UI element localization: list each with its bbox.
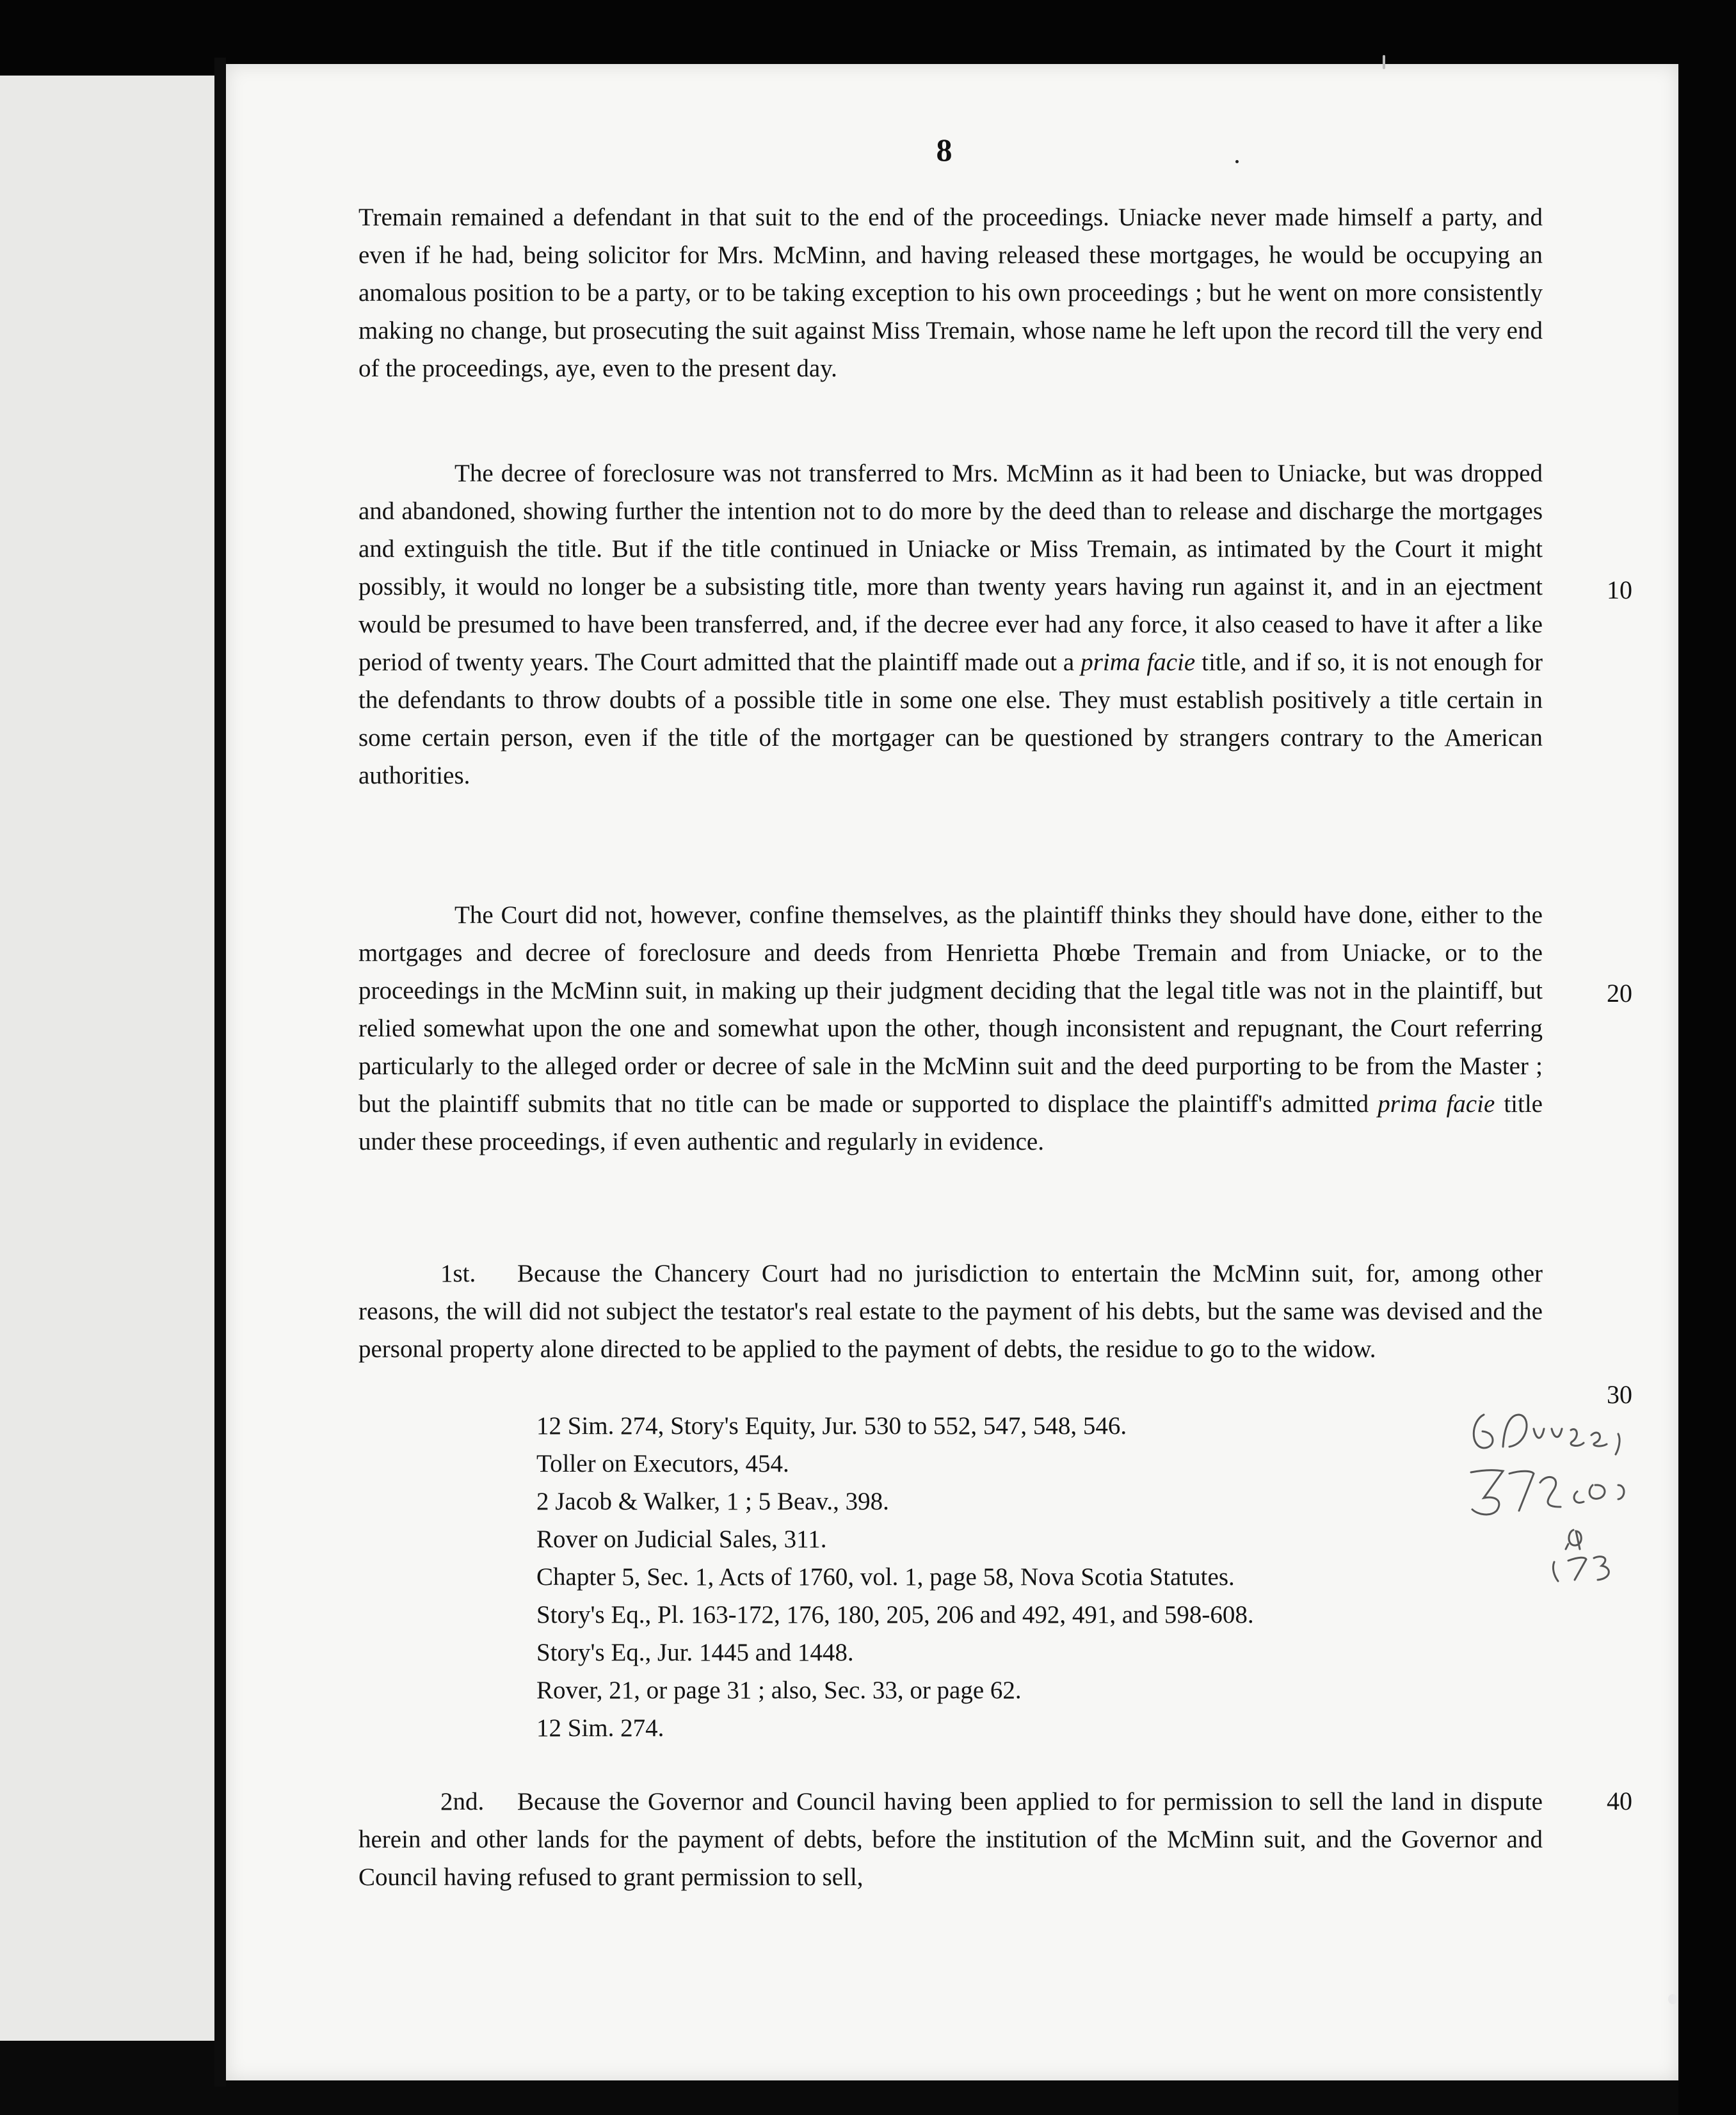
citation-item: Rover, 21, or page 31 ; also, Sec. 33, or page 62. — [536, 1677, 1022, 1704]
scan-speck — [1235, 160, 1239, 163]
margin-line-number: 30 — [1607, 1380, 1632, 1409]
enum-label: 2nd. — [440, 1788, 485, 1815]
citation-item: Toller on Executors, 454. — [536, 1450, 789, 1477]
citation-item: Chapter 5, Sec. 1, Acts of 1760, vol. 1, page 58, Nova Scotia Statutes. — [536, 1563, 1235, 1591]
paragraph-court — [358, 896, 1543, 1161]
margin-line-number: 40 — [1607, 1787, 1632, 1815]
citation-list — [536, 1407, 1254, 1747]
citation-item: 12 Sim. 274, Story's Equity, Jur. 530 to 552, 547, 548, 546. — [536, 1412, 1127, 1440]
paragraph-decree — [358, 454, 1543, 794]
paragraph-text: Tremain remained a defendant in that suit to the end of the proceedings. Uniacke never made himself a party, and even if he had, being solicitor for Mrs. McMinn, and having released these mortgages, he would be occupying an anomalous position to be a party, or to be taking exception to his own proceedings ; but he went on more consistently making no change, but prosecuting the suit against Miss Tremain, whose name he left upon the record till the very end of the proceedings, aye, even to the present day. — [358, 204, 1543, 382]
paragraph-text: The decree of foreclosure was not transferred to Mrs. McMinn as it had been to Uniacke, but was dropped and abandoned, showing further the intention not to do more by the deed than to release and discharge the mortgages and extinguish the title. But if the title continued in Uniacke or Miss Tremain, as intimated by the Court it might possibly, it would no longer be a subsisting title, more than twenty years having run against it, and in an ejectment would be presumed to have been transferred, and, if the decree ever had any force, it also ceased to have it after a like period of twenty years. The Court admitted that the plaintiff made out a — [358, 460, 1543, 676]
italic-phrase: prima facie — [1378, 1090, 1495, 1118]
margin-line-number: 10 — [1607, 575, 1632, 604]
paragraph-text: title, and if so, it is not enough for the defendants to throw doubts of a possible title in some one else. They must establish positively a title certain in some certain person, even if the title of the mortgager can be questioned by strangers contrary to the American authorities. — [358, 648, 1543, 789]
paragraph-second-reason — [358, 1783, 1543, 1896]
citation-item: 2 Jacob & Walker, 1 ; 5 Beav., 398. — [536, 1488, 889, 1515]
citation-item: 12 Sim. 274. — [536, 1714, 664, 1742]
book-spine — [214, 58, 226, 2087]
paragraph-text: title under these proceedings, if even authentic and regularly in evidence. — [358, 1090, 1543, 1155]
paragraph-first-reason — [358, 1255, 1543, 1368]
italic-phrase: prima facie — [1081, 648, 1196, 676]
enum-label: 1st. — [440, 1260, 476, 1287]
paragraph-continuation — [358, 198, 1543, 387]
page-number: 8 — [936, 132, 952, 168]
handwritten-annotation — [1458, 1389, 1676, 1607]
citation-item: Rover on Judicial Sales, 311. — [536, 1525, 827, 1553]
scan-border-right — [1678, 0, 1736, 2115]
paragraph-text: Because the Governor and Council having been applied to for permission to sell the land in dispute herein and other lands for the payment of debts, before the institution of the McMinn suit, and the Governor and Council having refused to grant permission to sell, — [358, 1788, 1543, 1891]
scan-speck — [1383, 55, 1385, 69]
citation-item: Story's Eq., Jur. 1445 and 1448. — [536, 1639, 854, 1666]
scan-speck — [1668, 1994, 1677, 2004]
paragraph-text: The Court did not, however, confine themselves, as the plaintiff thinks they should have done, either to the mortgages and decree of foreclosure and deeds from Henrietta Phœbe Tremain and from Uniacke, or to the proceedings in the McMinn suit, in making up their judgment deciding that the legal title was not in the plaintiff, but relied somewhat upon the one and somewhat upon the other, though inconsistent and repugnant, the Court referring particularly to the alleged order or decree of sale in the McMinn suit and the deed purporting to be from the Master ; but the plaintiff submits that no title can be made or supported to displace the plaintiff's admitted — [358, 901, 1543, 1118]
facing-page — [0, 76, 214, 2041]
citation-item: Story's Eq., Pl. 163-172, 176, 180, 205, 206 and 492, 491, and 598-608. — [536, 1601, 1254, 1628]
paragraph-text: Because the Chancery Court had no jurisdiction to entertain the McMinn suit, for, among other reasons, the will did not subject the testator's real estate to the payment of his debts, but the same was devised and the personal property alone directed to be applied to the payment of debts, the residue to go to the widow. — [358, 1260, 1543, 1363]
margin-line-number: 20 — [1607, 979, 1632, 1008]
